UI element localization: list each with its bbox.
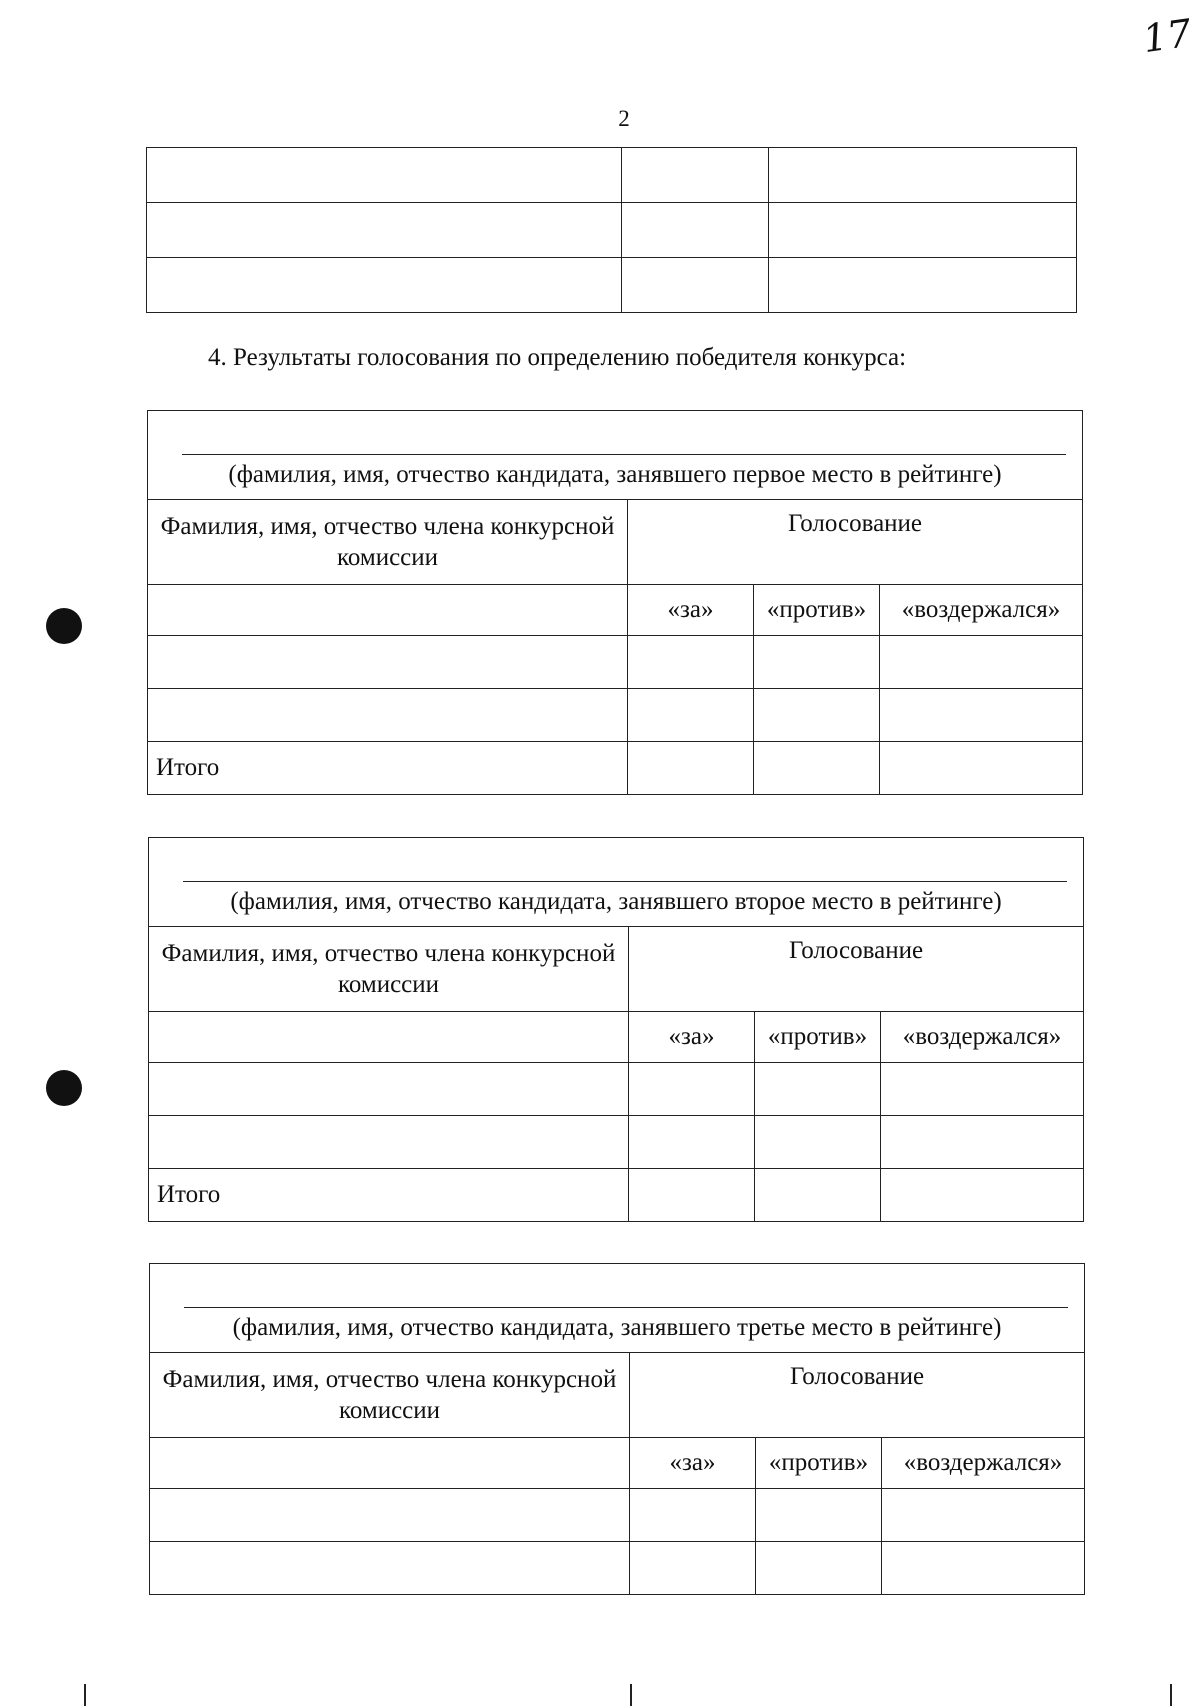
table-row: [148, 636, 1083, 689]
member-name-cell[interactable]: [150, 1489, 630, 1542]
vote-against-cell[interactable]: [756, 1489, 882, 1542]
total-row: [149, 1169, 1084, 1222]
total-against-cell[interactable]: [754, 742, 880, 795]
binder-hole: [46, 1070, 82, 1106]
vote-table-third-place: [149, 1263, 1085, 1595]
vote-against-header: «против»: [754, 585, 880, 636]
vote-for-cell[interactable]: [628, 689, 754, 742]
total-label: Итого: [148, 742, 628, 795]
table-cell[interactable]: [149, 1012, 629, 1063]
total-for-cell[interactable]: [628, 742, 754, 795]
total-label: Итого: [149, 1169, 629, 1222]
vote-for-header: «за»: [628, 585, 754, 636]
vote-table-first-place: [147, 410, 1083, 795]
member-column-header: Фамилия, имя, отчество члена конкурсной комиссии: [150, 1353, 630, 1438]
total-abstain-cell[interactable]: [881, 1169, 1084, 1222]
candidate-caption: (фамилия, имя, отчество кандидата, занявшего первое место в рейтинге): [228, 461, 1002, 488]
section-heading: 4. Результаты голосования по определению победителя конкурса:: [208, 344, 907, 371]
edge-tick: [1170, 1684, 1172, 1706]
table-cell[interactable]: [769, 148, 1077, 203]
table-row: [150, 1489, 1085, 1542]
vote-for-cell[interactable]: [628, 636, 754, 689]
candidate-caption: (фамилия, имя, отчество кандидата, занявшего третье место в рейтинге): [232, 1314, 1002, 1341]
table-row: [147, 203, 1077, 258]
vote-against-header: «против»: [755, 1012, 881, 1063]
total-abstain-cell[interactable]: [880, 742, 1083, 795]
vote-against-cell[interactable]: [755, 1116, 881, 1169]
vote-against-cell[interactable]: [754, 636, 880, 689]
vote-against-cell[interactable]: [754, 689, 880, 742]
vote-against-header: «против»: [756, 1438, 882, 1489]
member-column-header: Фамилия, имя, отчество члена конкурсной комиссии: [148, 500, 628, 585]
vote-abstain-header: «воздержался»: [882, 1438, 1085, 1489]
table-row: [150, 1542, 1085, 1595]
vote-abstain-cell[interactable]: [882, 1489, 1085, 1542]
table-row: [147, 148, 1077, 203]
total-against-cell[interactable]: [755, 1169, 881, 1222]
table-row: [147, 258, 1077, 313]
vote-abstain-cell[interactable]: [881, 1116, 1084, 1169]
vote-for-cell[interactable]: [629, 1063, 755, 1116]
total-row: [148, 742, 1083, 795]
continued-table: [146, 147, 1077, 313]
table-cell[interactable]: [622, 148, 769, 203]
member-name-cell[interactable]: [150, 1542, 630, 1595]
vote-against-cell[interactable]: [755, 1063, 881, 1116]
table-cell[interactable]: [622, 258, 769, 313]
binder-hole: [46, 608, 82, 644]
table-cell[interactable]: [150, 1438, 630, 1489]
edge-tick: [630, 1684, 632, 1706]
table-row: [149, 1063, 1084, 1116]
vote-for-cell[interactable]: [629, 1116, 755, 1169]
handwritten-page-mark: 17: [1140, 10, 1195, 62]
table-cell[interactable]: [148, 585, 628, 636]
vote-for-header: «за»: [630, 1438, 756, 1489]
member-name-cell[interactable]: [148, 636, 628, 689]
voting-column-header: Голосование: [629, 927, 1084, 1012]
voting-column-header: Голосование: [628, 500, 1083, 585]
table-cell[interactable]: [147, 258, 622, 313]
vote-abstain-cell[interactable]: [882, 1542, 1085, 1595]
candidate-name-field[interactable]: [149, 838, 1084, 927]
vote-against-cell[interactable]: [756, 1542, 882, 1595]
table-row: [149, 1116, 1084, 1169]
vote-abstain-cell[interactable]: [880, 636, 1083, 689]
candidate-name-field[interactable]: [148, 411, 1083, 500]
page-number: 2: [618, 106, 630, 131]
total-for-cell[interactable]: [629, 1169, 755, 1222]
table-cell[interactable]: [622, 203, 769, 258]
table-cell[interactable]: [147, 203, 622, 258]
table-cell[interactable]: [769, 203, 1077, 258]
member-name-cell[interactable]: [149, 1063, 629, 1116]
member-name-cell[interactable]: [149, 1116, 629, 1169]
table-cell[interactable]: [147, 148, 622, 203]
vote-table-second-place: [148, 837, 1084, 1222]
vote-for-cell[interactable]: [630, 1489, 756, 1542]
candidate-caption: (фамилия, имя, отчество кандидата, занявшего второе место в рейтинге): [230, 888, 1002, 915]
vote-abstain-header: «воздержался»: [881, 1012, 1084, 1063]
vote-abstain-cell[interactable]: [881, 1063, 1084, 1116]
vote-for-header: «за»: [629, 1012, 755, 1063]
member-column-header: Фамилия, имя, отчество члена конкурсной комиссии: [149, 927, 629, 1012]
vote-abstain-header: «воздержался»: [880, 585, 1083, 636]
vote-for-cell[interactable]: [630, 1542, 756, 1595]
member-name-cell[interactable]: [148, 689, 628, 742]
table-cell[interactable]: [769, 258, 1077, 313]
table-row: [148, 689, 1083, 742]
voting-column-header: Голосование: [630, 1353, 1085, 1438]
edge-tick: [84, 1684, 86, 1706]
vote-abstain-cell[interactable]: [880, 689, 1083, 742]
candidate-name-field[interactable]: [150, 1264, 1085, 1353]
